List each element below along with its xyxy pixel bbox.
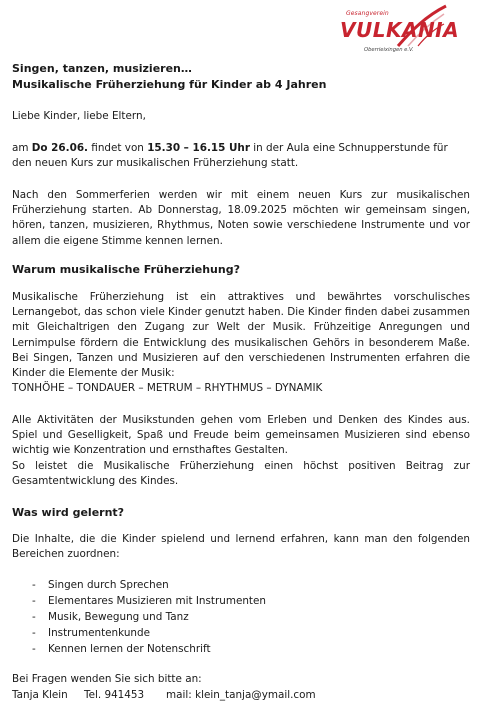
contact-email-link[interactable]: mail: klein_tanja@ymail.com — [166, 689, 316, 701]
list-item — [12, 577, 266, 593]
contact-line — [12, 688, 316, 703]
list-dash: - — [32, 579, 36, 591]
vulkania-logo — [338, 4, 460, 64]
learning-areas-list — [12, 577, 266, 657]
list-item — [12, 641, 266, 657]
logo-brand-text: VULKANIA — [340, 18, 460, 42]
heading-why: Warum musikalische Früherziehung? — [12, 263, 240, 276]
logo-place-text: Oberrieixingen e.V. — [364, 47, 414, 53]
list-item — [12, 593, 266, 609]
heading-learn: Was wird gelernt? — [12, 506, 125, 519]
list-dash: - — [32, 643, 36, 655]
intro-paragraph — [12, 141, 470, 171]
intro-date: Do 26.06. — [31, 142, 88, 154]
music-elements-line: TONHÖHE – TONDAUER – METRUM – RHYTHMUS – DYNAMIK — [12, 382, 323, 394]
list-dash: - — [32, 611, 36, 623]
intro-time: 15.30 – 16.15 Uhr — [147, 142, 250, 154]
list-item-label: Musik, Bewegung und Tanz — [48, 611, 189, 623]
intro-text-2: findet von — [88, 142, 148, 154]
logo-org-text: Gesangverein — [346, 10, 389, 17]
list-item — [12, 609, 266, 625]
list-item-label: Singen durch Sprechen — [48, 579, 169, 591]
intro-text-3: in der Aula eine Schnupperstunde für den neuen Kurs zur musikalischen Früherziehung statt. — [12, 142, 448, 170]
list-item-label: Instrumentenkunde — [48, 627, 151, 639]
why-paragraph: Musikalische Früherziehung ist ein attraktives und bewährtes vorschulisches Lernangebot, das schon viele Kinder genutzt haben. Die Kinder finden dabei zusammen mit Gleichaltrigen den Zugang zur Welt der Musik. Frühzeitige Anregungen und Lernimpulse fördern die Entwicklung des musikalischen Gehörs in besonderem Maße. Bei Singen, Tanzen und Musizieren auf den verschiedenen Instrumenten erfahren die Kinder die Elemente der Musik: — [12, 291, 470, 380]
contact-name: Tanja Klein — [12, 689, 68, 701]
intro-text-1: am — [12, 142, 32, 154]
list-item-label: Elementares Musizieren mit Instrumenten — [48, 595, 266, 607]
list-item-label: Kennen lernen der Notenschrift — [48, 643, 211, 655]
contact-phone: Tel. 941453 — [84, 689, 145, 701]
subheadline: Musikalische Früherziehung für Kinder ab 4 Jahren — [12, 78, 327, 91]
greeting: Liebe Kinder, liebe Eltern, — [12, 110, 146, 122]
list-item — [12, 625, 266, 641]
headline: Singen, tanzen, musizieren… — [12, 62, 192, 75]
summary-paragraph: So leistet die Musikalische Früherziehung einen höchst positiven Beitrag zur Gesamtentwicklung des Kindes. — [12, 460, 470, 488]
list-dash: - — [32, 627, 36, 639]
course-paragraph: Nach den Sommerferien werden wir mit einem neuen Kurs zur musikalischen Früherziehung starten. Ab Donnerstag, 18.09.2025 möchten wir gemeinsam singen, hören, tanzen, musizieren, Rhythmus, Noten sowie verschiedene Instrumente und vor allem die eigene Stimme kennen lernen. — [12, 189, 470, 247]
contact-question: Bei Fragen wenden Sie sich bitte an: — [12, 673, 202, 685]
list-dash: - — [32, 595, 36, 607]
learn-paragraph: Die Inhalte, die die Kinder spielend und lernend erfahren, kann man den folgenden Bereichen zuordnen: — [12, 533, 470, 561]
activities-paragraph: Alle Aktivitäten der Musikstunden gehen vom Erleben und Denken des Kindes aus. Spiel und Geselligkeit, Spaß und Freude beim gemeinsamen Musizieren sind ebenso wichtig wie Konzentration und ernsthaftes Gestalten. — [12, 414, 470, 457]
